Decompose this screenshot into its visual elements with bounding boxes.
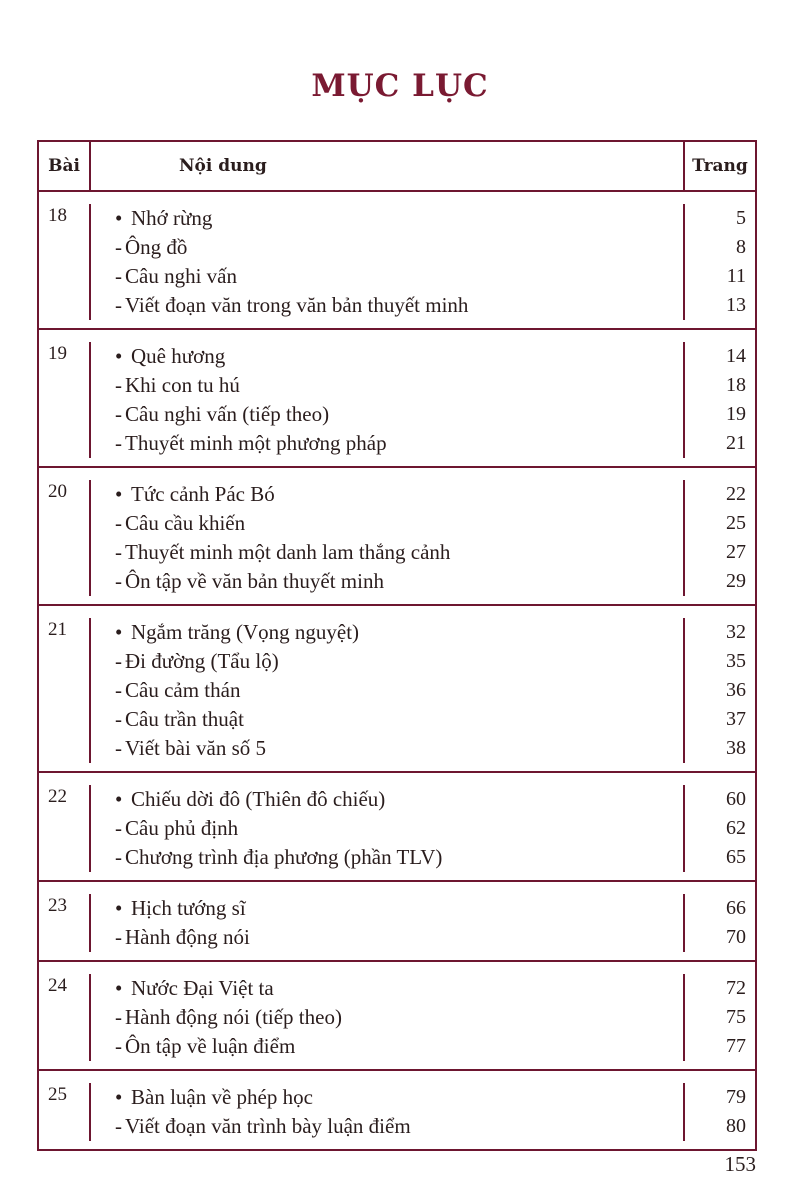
- entry-page: 38: [726, 737, 746, 759]
- entry-page: 65: [726, 846, 746, 868]
- toc-entry: [115, 262, 683, 291]
- lesson-number: 18: [39, 204, 91, 320]
- toc-entry: [115, 734, 683, 763]
- dash-marker: -: [115, 511, 122, 535]
- toc-entry: [115, 647, 683, 676]
- dash-marker: -: [115, 373, 122, 397]
- lesson-topics: [91, 785, 683, 872]
- entry-title: Ôn tập về luận điểm: [125, 1034, 296, 1058]
- toc-group-row: [39, 468, 755, 606]
- dash-marker: -: [115, 678, 122, 702]
- dash-marker: -: [115, 431, 122, 455]
- toc-entry: [115, 204, 683, 233]
- bullet-icon: •: [115, 482, 123, 506]
- dash-marker: -: [115, 402, 122, 426]
- entry-page: 35: [726, 650, 746, 672]
- lesson-pages: [683, 1083, 755, 1141]
- dash-marker: -: [115, 540, 122, 564]
- entry-page: 70: [726, 926, 746, 948]
- toc-entry: [115, 843, 683, 872]
- entry-title: Nhớ rừng: [131, 206, 213, 230]
- entry-page: 8: [736, 236, 746, 258]
- lesson-number: 25: [39, 1083, 91, 1141]
- entry-title: Hành động nói: [125, 925, 250, 949]
- toc-entry: [115, 400, 683, 429]
- dash-marker: -: [115, 925, 122, 949]
- entry-title: Ngắm trăng (Vọng nguyệt): [131, 620, 360, 644]
- lesson-pages: [683, 480, 755, 596]
- entry-title: Câu trần thuật: [125, 707, 244, 731]
- entry-page: 60: [726, 788, 746, 810]
- toc-entry: [115, 676, 683, 705]
- entry-page: 80: [726, 1115, 746, 1137]
- entry-title: Đi đường (Tẩu lộ): [125, 649, 279, 673]
- lesson-pages: [683, 618, 755, 763]
- entry-title: Hịch tướng sĩ: [131, 896, 246, 920]
- entry-title: Ôn tập về văn bản thuyết minh: [125, 569, 384, 593]
- toc-entry: [115, 894, 683, 923]
- lesson-topics: [91, 618, 683, 763]
- entry-page: 37: [726, 708, 746, 730]
- entry-title: Chương trình địa phương (phần TLV): [125, 845, 443, 869]
- entry-page: 13: [726, 294, 746, 316]
- entry-title: Câu cảm thán: [125, 678, 241, 702]
- toc-group-row: [39, 606, 755, 773]
- entry-title: Câu cầu khiến: [125, 511, 246, 535]
- toc-body: [39, 192, 755, 1149]
- lesson-number: 22: [39, 785, 91, 872]
- toc-entry: [115, 923, 683, 952]
- toc-entry: [115, 538, 683, 567]
- entry-title: Viết đoạn văn trong văn bản thuyết minh: [125, 293, 469, 317]
- toc-entry: [115, 429, 683, 458]
- dash-marker: -: [115, 736, 122, 760]
- lesson-number: 23: [39, 894, 91, 952]
- entry-title: Viết đoạn văn trình bày luận điểm: [125, 1114, 411, 1138]
- entry-page: 29: [726, 570, 746, 592]
- entry-title: Câu nghi vấn: [125, 264, 237, 288]
- entry-title: Chiếu dời đô (Thiên đô chiếu): [131, 787, 386, 811]
- toc-entry: [115, 509, 683, 538]
- header-page: Trang: [683, 142, 755, 190]
- toc-entry: [115, 1003, 683, 1032]
- dash-marker: -: [115, 293, 122, 317]
- toc-header-row: [39, 142, 755, 192]
- entry-page: 77: [726, 1035, 746, 1057]
- dash-marker: -: [115, 707, 122, 731]
- lesson-topics: [91, 342, 683, 458]
- entry-page: 75: [726, 1006, 746, 1028]
- bullet-icon: •: [115, 1085, 123, 1109]
- bullet-icon: •: [115, 344, 123, 368]
- entry-page: 62: [726, 817, 746, 839]
- entry-title: Câu nghi vấn (tiếp theo): [125, 402, 330, 426]
- entry-page: 5: [736, 207, 746, 229]
- lesson-number: 24: [39, 974, 91, 1061]
- lesson-pages: [683, 342, 755, 458]
- lesson-topics: [91, 480, 683, 596]
- toc-group-row: [39, 773, 755, 882]
- toc-group-row: [39, 330, 755, 468]
- dash-marker: -: [115, 264, 122, 288]
- dash-marker: -: [115, 845, 122, 869]
- dash-marker: -: [115, 649, 122, 673]
- entry-title: Thuyết minh một danh lam thắng cảnh: [125, 540, 451, 564]
- entry-page: 72: [726, 977, 746, 999]
- entry-title: Hành động nói (tiếp theo): [125, 1005, 342, 1029]
- toc-entry: [115, 618, 683, 647]
- lesson-topics: [91, 204, 683, 320]
- lesson-pages: [683, 204, 755, 320]
- toc-group-row: [39, 962, 755, 1071]
- toc-entry: [115, 974, 683, 1003]
- entry-page: 14: [726, 345, 746, 367]
- page-title: MỤC LỤC: [311, 68, 489, 104]
- entry-page: 18: [726, 374, 746, 396]
- entry-page: 79: [726, 1086, 746, 1108]
- lesson-pages: [683, 974, 755, 1061]
- entry-page: 19: [726, 403, 746, 425]
- toc-entry: [115, 814, 683, 843]
- lesson-number: 19: [39, 342, 91, 458]
- toc-entry: [115, 1032, 683, 1061]
- toc-group-row: [39, 192, 755, 330]
- entry-title: Viết bài văn số 5: [125, 736, 267, 760]
- dash-marker: -: [115, 235, 122, 259]
- bullet-icon: •: [115, 976, 123, 1000]
- lesson-pages: [683, 894, 755, 952]
- dash-marker: -: [115, 1005, 122, 1029]
- dash-marker: -: [115, 1034, 122, 1058]
- toc-entry: [115, 233, 683, 262]
- bullet-icon: •: [115, 620, 123, 644]
- bullet-icon: •: [115, 206, 123, 230]
- entry-page: 11: [726, 265, 746, 287]
- dash-marker: -: [115, 816, 122, 840]
- toc-entry: [115, 371, 683, 400]
- entry-page: 36: [726, 679, 746, 701]
- entry-title: Nước Đại Việt ta: [131, 976, 274, 1000]
- entry-page: 66: [726, 897, 746, 919]
- entry-title: Câu phủ định: [125, 816, 239, 840]
- lesson-pages: [683, 785, 755, 872]
- entry-page: 32: [726, 621, 746, 643]
- header-content: Nội dung: [179, 156, 267, 176]
- entry-title: Ông đồ: [125, 235, 188, 259]
- toc-group-row: [39, 882, 755, 962]
- bullet-icon: •: [115, 896, 123, 920]
- entry-title: Khi con tu hú: [125, 373, 240, 397]
- entry-page: 22: [726, 483, 746, 505]
- entry-page: 27: [726, 541, 746, 563]
- bullet-icon: •: [115, 787, 123, 811]
- toc-entry: [115, 291, 683, 320]
- entry-title: Bàn luận về phép học: [131, 1085, 313, 1109]
- toc-entry: [115, 1083, 683, 1112]
- dash-marker: -: [115, 1114, 122, 1138]
- page-number: 153: [724, 1152, 756, 1176]
- toc-entry: [115, 480, 683, 509]
- entry-title: Tức cảnh Pác Bó: [131, 482, 275, 506]
- toc-entry: [115, 342, 683, 371]
- lesson-topics: [91, 894, 683, 952]
- toc-entry: [115, 1112, 683, 1141]
- toc-group-row: [39, 1071, 755, 1149]
- entry-page: 21: [726, 432, 746, 454]
- lesson-number: 20: [39, 480, 91, 596]
- toc-entry: [115, 567, 683, 596]
- entry-page: 25: [726, 512, 746, 534]
- toc-entry: [115, 785, 683, 814]
- dash-marker: -: [115, 569, 122, 593]
- table-of-contents: [37, 140, 757, 1151]
- entry-title: Quê hương: [131, 344, 226, 368]
- entry-title: Thuyết minh một phương pháp: [125, 431, 387, 455]
- lesson-topics: [91, 974, 683, 1061]
- header-lesson: Bài: [39, 142, 91, 190]
- lesson-number: 21: [39, 618, 91, 763]
- lesson-topics: [91, 1083, 683, 1141]
- toc-entry: [115, 705, 683, 734]
